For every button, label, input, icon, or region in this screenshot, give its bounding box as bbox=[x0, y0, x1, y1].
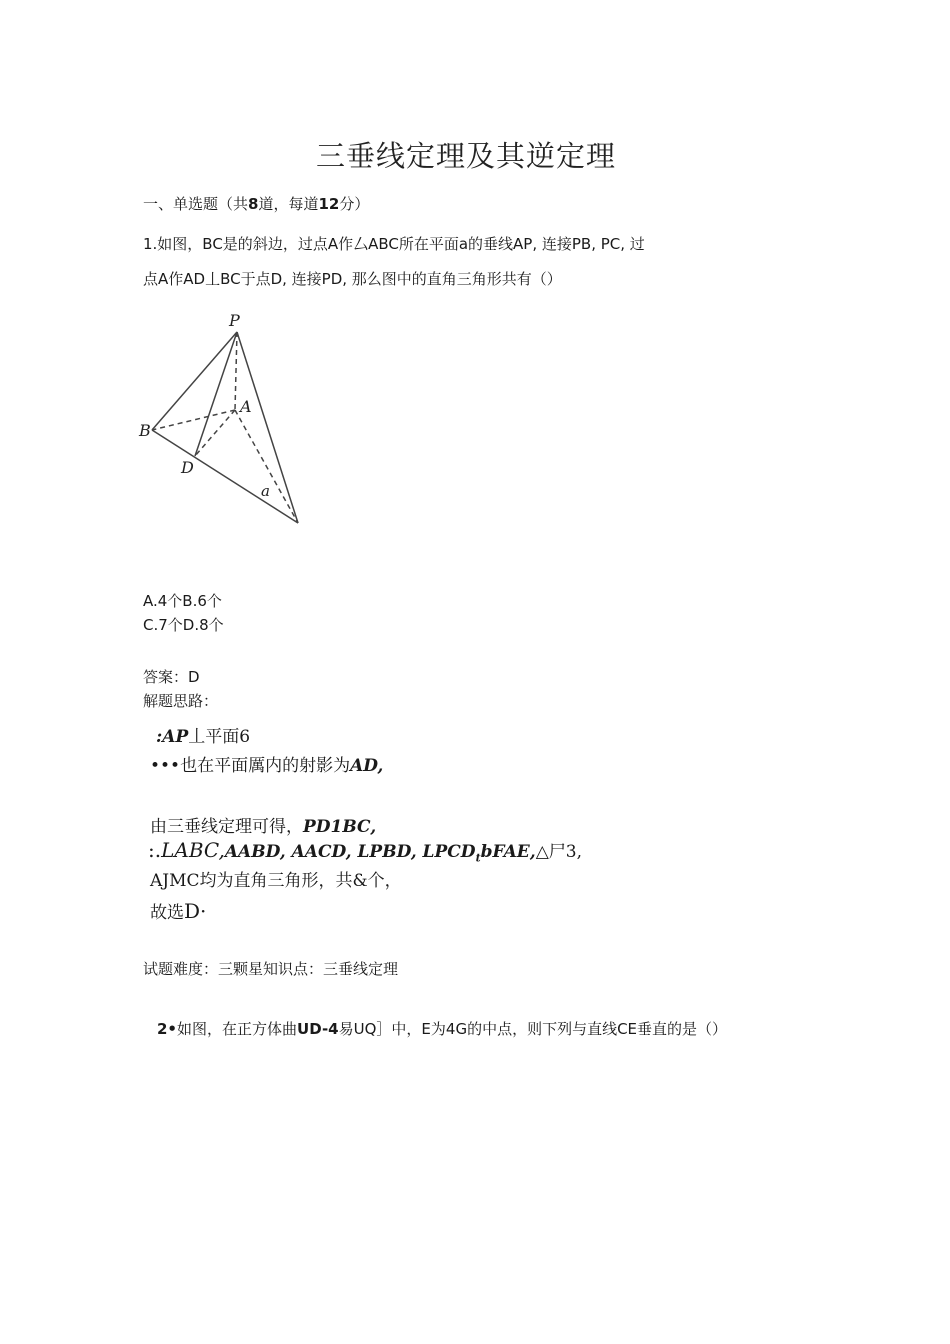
edge-AB bbox=[152, 410, 235, 430]
label-P: P bbox=[229, 311, 240, 330]
q2-part-d: UQ］中，E为4G的中点，则下列与直线CE垂直的是（） bbox=[353, 1020, 728, 1038]
page-title: 三垂线定理及其逆定理 bbox=[316, 139, 617, 173]
q1-meta: 试题难度：三颗星知识点：三垂线定理 bbox=[143, 960, 399, 978]
q2-part-c: 易 bbox=[338, 1020, 354, 1038]
sol4-tail: △尸3, bbox=[535, 842, 582, 862]
section-suffix: 分） bbox=[339, 195, 370, 213]
q2-part-b: UD-4 bbox=[297, 1020, 339, 1038]
sol4-sub: t bbox=[475, 851, 481, 865]
sol1-text: 丄平面6 bbox=[188, 727, 251, 747]
q1-text-line1: 1.如图，BC是的斜边，过点A作厶ABC所在平面a的垂线AP, 连接PB, PC, 过 bbox=[143, 235, 645, 253]
sol4-triangles: AABD, AACD, LPBD, LPCD bbox=[224, 842, 476, 862]
sol2-math: AD, bbox=[350, 756, 384, 776]
sol2-text: •••也在平面厲内的射影为 bbox=[150, 756, 351, 776]
label-A: A bbox=[240, 397, 252, 416]
q1-options-line1: A.4个B.6个 bbox=[143, 592, 222, 610]
sol6-choice: D· bbox=[184, 899, 207, 923]
sol4-triangle-abc: LABC, bbox=[161, 838, 225, 862]
q1-options-line2: C.7个D.8个 bbox=[143, 616, 224, 634]
solution-line6 bbox=[150, 898, 206, 923]
q1-text-line2: 点A作AD丄BC于点D, 连接PD, 那么图中的直角三角形共有（） bbox=[143, 270, 562, 288]
sol6-text: 故选 bbox=[150, 903, 184, 923]
sol4-therefore: :. bbox=[148, 838, 162, 862]
sol4-triangle-fae: bFAE, bbox=[480, 842, 536, 862]
q1-analysis-title: 解题思路： bbox=[143, 692, 219, 710]
edge-AD bbox=[195, 410, 235, 456]
label-a: a bbox=[261, 482, 270, 500]
solution-line3 bbox=[150, 812, 376, 837]
solution-line4 bbox=[148, 837, 582, 864]
solution-line2 bbox=[150, 751, 383, 776]
edge-PB bbox=[152, 332, 237, 430]
edge-PD bbox=[195, 332, 237, 456]
q2-part-a: 如图，在正方体曲 bbox=[177, 1020, 298, 1038]
solution-line1 bbox=[156, 722, 250, 747]
section-heading bbox=[143, 193, 369, 214]
solution-line5: AJMC均为直角三角形，共&个， bbox=[150, 871, 402, 891]
edge-AC bbox=[235, 410, 298, 523]
section-count: 8 bbox=[248, 195, 259, 213]
label-D: D bbox=[181, 458, 194, 477]
sol3-math: PD1BC, bbox=[303, 817, 377, 837]
edge-BC bbox=[152, 430, 298, 523]
section-points: 12 bbox=[318, 195, 340, 213]
sol3-text: 由三垂线定理可得， bbox=[150, 817, 303, 837]
q2-number: 2• bbox=[157, 1020, 178, 1038]
q2-text bbox=[157, 1018, 727, 1039]
q1-figure bbox=[135, 310, 310, 535]
edge-PA bbox=[235, 332, 237, 410]
section-mid: 道，每道 bbox=[258, 195, 319, 213]
sol1-math: :AP bbox=[156, 727, 189, 747]
q1-answer: 答案：D bbox=[143, 668, 200, 686]
label-B: B bbox=[139, 421, 151, 440]
section-prefix: 一、单选题（共 bbox=[143, 195, 249, 213]
